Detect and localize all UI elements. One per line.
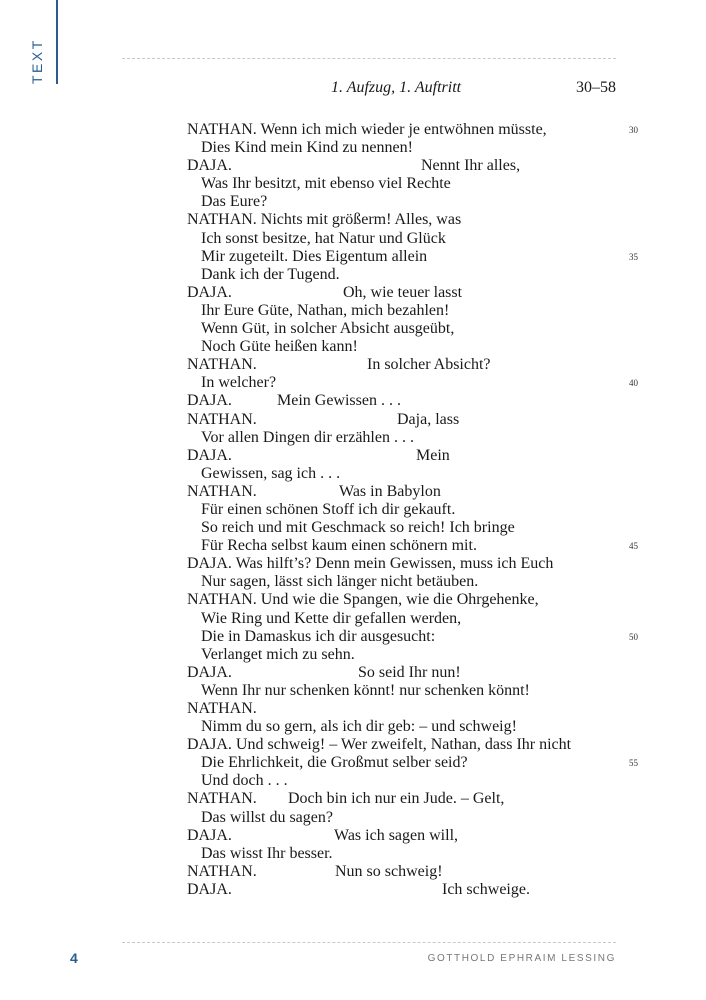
verse-line-text: NATHAN. Und wie die Spangen, wie die Ohrgehenke, [187, 591, 539, 609]
line-number: 40 [629, 378, 638, 389]
verse-line-text: DAJA. Was hilft’s? Denn mein Gewissen, muss ich Euch [187, 555, 554, 573]
section-label: TEXT [29, 38, 45, 84]
running-head-line-range: 30–58 [576, 79, 616, 96]
line-number: 45 [629, 541, 638, 552]
verse-line-text: Verlanget mich zu sehn. [201, 645, 355, 663]
verse-line [187, 718, 627, 736]
verse-line [187, 555, 627, 573]
verse-line-text: NATHAN. [187, 356, 257, 374]
verse-line-text: Für Recha selbst kaum einen schönern mit. [201, 537, 477, 555]
line-number: 55 [629, 758, 638, 769]
line-number: 50 [629, 631, 638, 642]
verse-line-continuation: Mein [416, 446, 450, 464]
verse-line [187, 501, 627, 519]
line-number: 35 [629, 251, 638, 262]
verse-line-text: Für einen schönen Stoff ich dir gekauft. [201, 500, 456, 518]
page-number: 4 [70, 950, 78, 966]
running-head-title: 1. Aufzug, 1. Auftritt [331, 79, 462, 96]
verse-line [187, 537, 638, 555]
verse-line [187, 392, 627, 410]
verse-line [187, 374, 638, 392]
verse-line-text: Die Ehrlichkeit, die Großmut selber seid? [201, 754, 468, 772]
verse-line-text: Die in Damaskus ich dir ausgesucht: [201, 627, 436, 645]
verse-line [187, 610, 627, 628]
verse-line [187, 139, 627, 157]
verse-line [187, 193, 627, 211]
verse-line [187, 429, 627, 447]
verse-line [187, 519, 627, 537]
verse-line [187, 447, 627, 465]
verse-line-text: NATHAN. Wenn ich mich wieder je entwöhnen müsste, [187, 121, 547, 138]
verse-line [187, 809, 627, 827]
verse-line [187, 700, 627, 718]
verse-line [187, 863, 627, 881]
verse-line-continuation: Doch bin ich nur ein Jude. – Gelt, [288, 790, 505, 808]
verse-line-text: Ihr Eure Güte, Nathan, mich bezahlen! [201, 301, 450, 319]
verse-line [187, 302, 627, 320]
verse-line [187, 881, 627, 899]
verse-line-text: Gewissen, sag ich . . . [201, 464, 341, 482]
verse-line-continuation: In solcher Absicht? [367, 356, 491, 374]
verse-line [187, 483, 627, 501]
header-divider [122, 58, 616, 59]
verse-line-text: Ich sonst besitze, hat Natur und Glück [201, 229, 446, 247]
verse-line [187, 411, 627, 429]
verse-line-continuation: So seid Ihr nun! [358, 663, 461, 681]
verse-line-text: Wie Ring und Kette dir gefallen werden, [201, 609, 462, 627]
verse-line [187, 338, 627, 356]
footer-author: GOTTHOLD EPHRAIM LESSING [427, 953, 616, 964]
verse-line [187, 211, 627, 229]
verse-line-text: NATHAN. Nichts mit größerm! Alles, was [187, 211, 462, 229]
verse-line [187, 230, 627, 248]
verse-line-text: NATHAN. [187, 700, 257, 717]
verse-line-text: DAJA. Und schweig! – Wer zweifelt, Nathan, dass Ihr nicht [187, 736, 572, 754]
verse-line-text: Nur sagen, lässt sich länger nicht betäuben. [201, 573, 479, 591]
verse-line-text: Das willst du sagen? [201, 808, 333, 826]
verse-line-text: DAJA. [187, 663, 232, 681]
verse-line [187, 175, 627, 193]
verse-line-text: Wenn Ihr nur schenken könnt! nur schenken könnt! [201, 681, 530, 699]
verse-line [187, 646, 627, 664]
verse-line [187, 772, 627, 790]
verse-line-text: In welcher? [201, 374, 277, 392]
footer-divider [122, 942, 616, 943]
verse-line-text: Dank ich der Tugend. [201, 265, 340, 283]
verse-line-text: Mir zugeteilt. Dies Eigentum allein [201, 247, 428, 265]
verse-line-text: Wenn Güt, in solcher Absicht ausgeübt, [201, 320, 455, 338]
verse-line [187, 591, 627, 609]
verse-line [187, 627, 638, 646]
verse-line [187, 465, 627, 483]
verse-line-text: Dies Kind mein Kind zu nennen! [201, 139, 413, 157]
verse-line [187, 356, 627, 374]
line-number: 30 [629, 125, 638, 135]
section-marker-bar [56, 0, 58, 84]
verse-line-text: Nimm du so gern, als ich dir geb: – und schweig! [201, 718, 517, 736]
verse-line [187, 157, 627, 175]
verse-line-text: Noch Güte heißen kann! [201, 338, 358, 356]
verse-line-text: NATHAN. [187, 862, 257, 880]
verse-line-continuation: Oh, wie teuer lasst [343, 283, 463, 301]
verse-line-text: Vor allen Dingen dir erzählen . . . [201, 428, 414, 446]
verse-line-continuation: Daja, lass [397, 410, 460, 428]
verse-line [187, 121, 638, 139]
verse-line [187, 320, 627, 338]
verse-line-text: So reich und mit Geschmack so reich! Ich bringe [201, 519, 515, 537]
verse-line [187, 790, 627, 808]
verse-line-text: DAJA. [187, 157, 232, 175]
verse-line-text: NATHAN. [187, 482, 257, 500]
verse-line-continuation: Ich schweige. [442, 880, 530, 898]
verse-line-text: DAJA. [187, 446, 232, 464]
verse-text [187, 121, 638, 899]
verse-line-text: Was Ihr besitzt, mit ebenso viel Rechte [201, 175, 451, 193]
verse-line-text: DAJA. [187, 283, 232, 301]
verse-line [187, 573, 627, 591]
verse-line-continuation: Mein Gewissen . . . [277, 392, 401, 410]
verse-line [187, 266, 627, 284]
verse-line [187, 845, 627, 863]
verse-line-text: NATHAN. [187, 410, 257, 428]
verse-line-continuation: Nennt Ihr alles, [421, 157, 521, 175]
verse-line-text: DAJA. [187, 880, 232, 898]
verse-line-continuation: Was ich sagen will, [334, 826, 459, 844]
verse-line-text: Das wisst Ihr besser. [201, 844, 333, 862]
verse-line [187, 284, 627, 302]
verse-line [187, 682, 627, 700]
verse-line-text: NATHAN. [187, 790, 257, 808]
verse-line-text: Und doch . . . [201, 772, 288, 790]
verse-line [187, 247, 638, 266]
verse-line-continuation: Nun so schweig! [335, 862, 443, 880]
verse-line-text: Das Eure? [201, 193, 268, 211]
verse-line-continuation: Was in Babylon [339, 482, 441, 500]
verse-line-text: DAJA. [187, 826, 232, 844]
verse-line [187, 664, 627, 682]
verse-line [187, 754, 638, 772]
verse-line [187, 827, 627, 845]
verse-line-text: DAJA. [187, 392, 232, 410]
verse-line [187, 736, 627, 754]
